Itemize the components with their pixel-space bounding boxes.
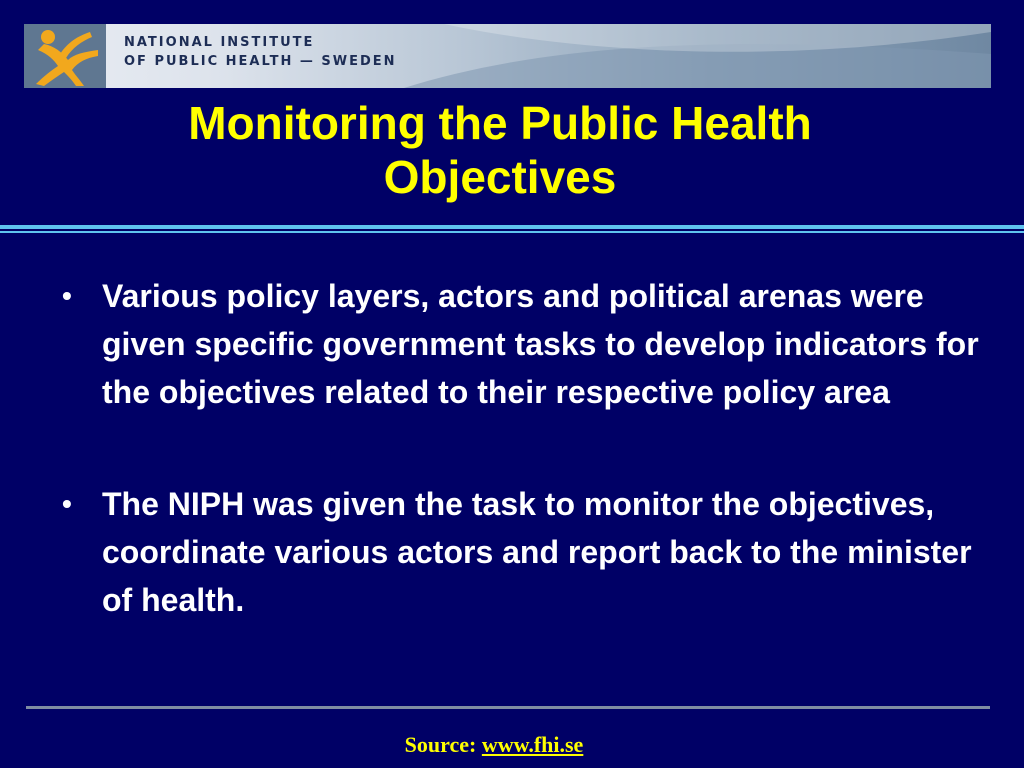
logo [24, 24, 106, 88]
slide-title [0, 96, 1000, 204]
bullet-item [62, 272, 982, 416]
bullet-item [62, 480, 982, 624]
footer-divider [26, 706, 990, 709]
source-label: Source: [404, 732, 477, 757]
bullet-dot-icon: • [62, 488, 72, 519]
slide-title-line-2: Objectives [383, 151, 617, 203]
bullet-dot-icon: • [62, 280, 72, 311]
source-credit [0, 730, 988, 760]
title-divider-thin [0, 231, 1024, 233]
slide-title-line-1: Monitoring the Public Health [188, 97, 812, 149]
org-line-2: OF PUBLIC HEALTH — SWEDEN [124, 54, 397, 69]
bullet-text: The NIPH was given the task to monitor the objectives, coordinate various actors and report back to the minister of health. [102, 486, 972, 618]
title-divider-thick [0, 225, 1024, 229]
header-banner [24, 24, 991, 88]
running-figure-icon [24, 24, 106, 88]
title-divider [0, 225, 1024, 235]
org-line-1: NATIONAL INSTITUTE [124, 35, 315, 50]
organization-name [124, 33, 397, 71]
source-link[interactable]: www.fhi.se [481, 732, 584, 757]
bullet-text: Various policy layers, actors and political arenas were given specific government tasks to develop indicators for the objectives related to their respective policy area [102, 278, 979, 410]
bullet-list [62, 272, 982, 624]
